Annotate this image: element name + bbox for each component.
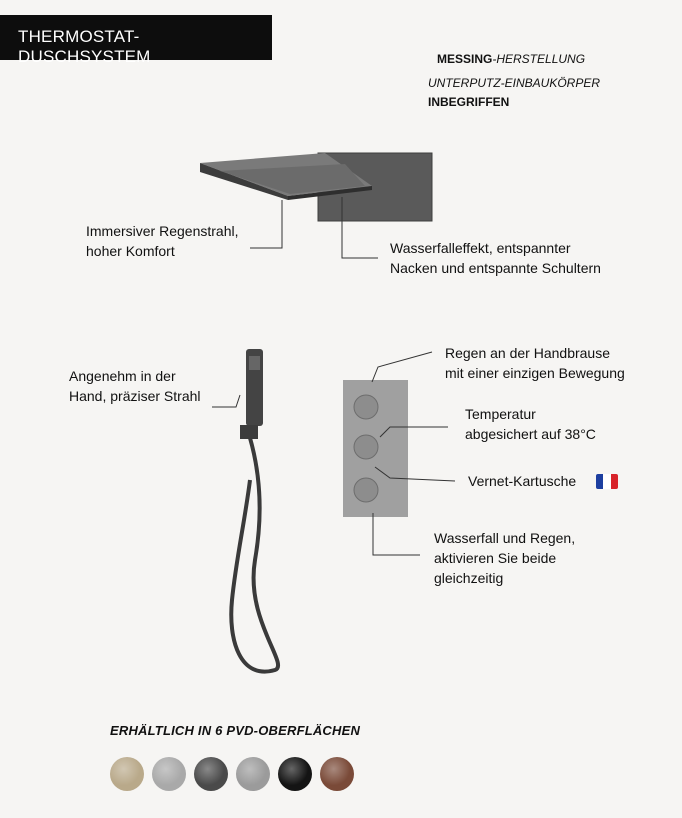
finish-swatch[interactable] — [320, 757, 354, 791]
rain-shower-head — [200, 153, 432, 221]
hand-shower — [231, 349, 278, 672]
callout-temperature: Temperatur abgesichert auf 38°C — [465, 406, 596, 442]
france-flag-icon — [596, 474, 618, 489]
highlight-material-bold: MESSING — [437, 52, 493, 66]
callout-hand-switch: Regen an der Handbrause mit einer einzigen Bewegung — [445, 345, 625, 381]
callout-rain-head: Immersiver Regenstrahl, hoher Komfort — [86, 223, 239, 259]
callout-cartridge: Vernet-Kartusche — [468, 473, 577, 489]
finish-swatch[interactable] — [152, 757, 186, 791]
finish-swatch[interactable] — [236, 757, 270, 791]
thermostat-plate — [343, 380, 408, 517]
finishes-title: ERHÄLTLICH IN 6 PVD-OBERFLÄCHEN — [110, 723, 361, 738]
callout-waterfall: Wasserfalleffekt, entspannter Nacken und entspannte Schultern — [390, 240, 601, 276]
callout-hand-shower: Angenehm in der Hand, präziser Strahl — [69, 368, 201, 404]
finish-swatch[interactable] — [194, 757, 228, 791]
finish-swatch[interactable] — [110, 757, 144, 791]
page-title: THERMOSTAT-DUSCHSYSTEM — [18, 27, 151, 66]
highlight-included: INBEGRIFFEN — [428, 95, 510, 109]
callout-both: Wasserfall und Regen, aktivieren Sie beide gleichzeitig — [434, 530, 576, 586]
finish-swatch[interactable] — [278, 757, 312, 791]
highlight-material-rest: -HERSTELLUNG — [492, 52, 586, 66]
highlight-body: UNTERPUTZ-EINBAUKÖRPER — [428, 76, 601, 90]
